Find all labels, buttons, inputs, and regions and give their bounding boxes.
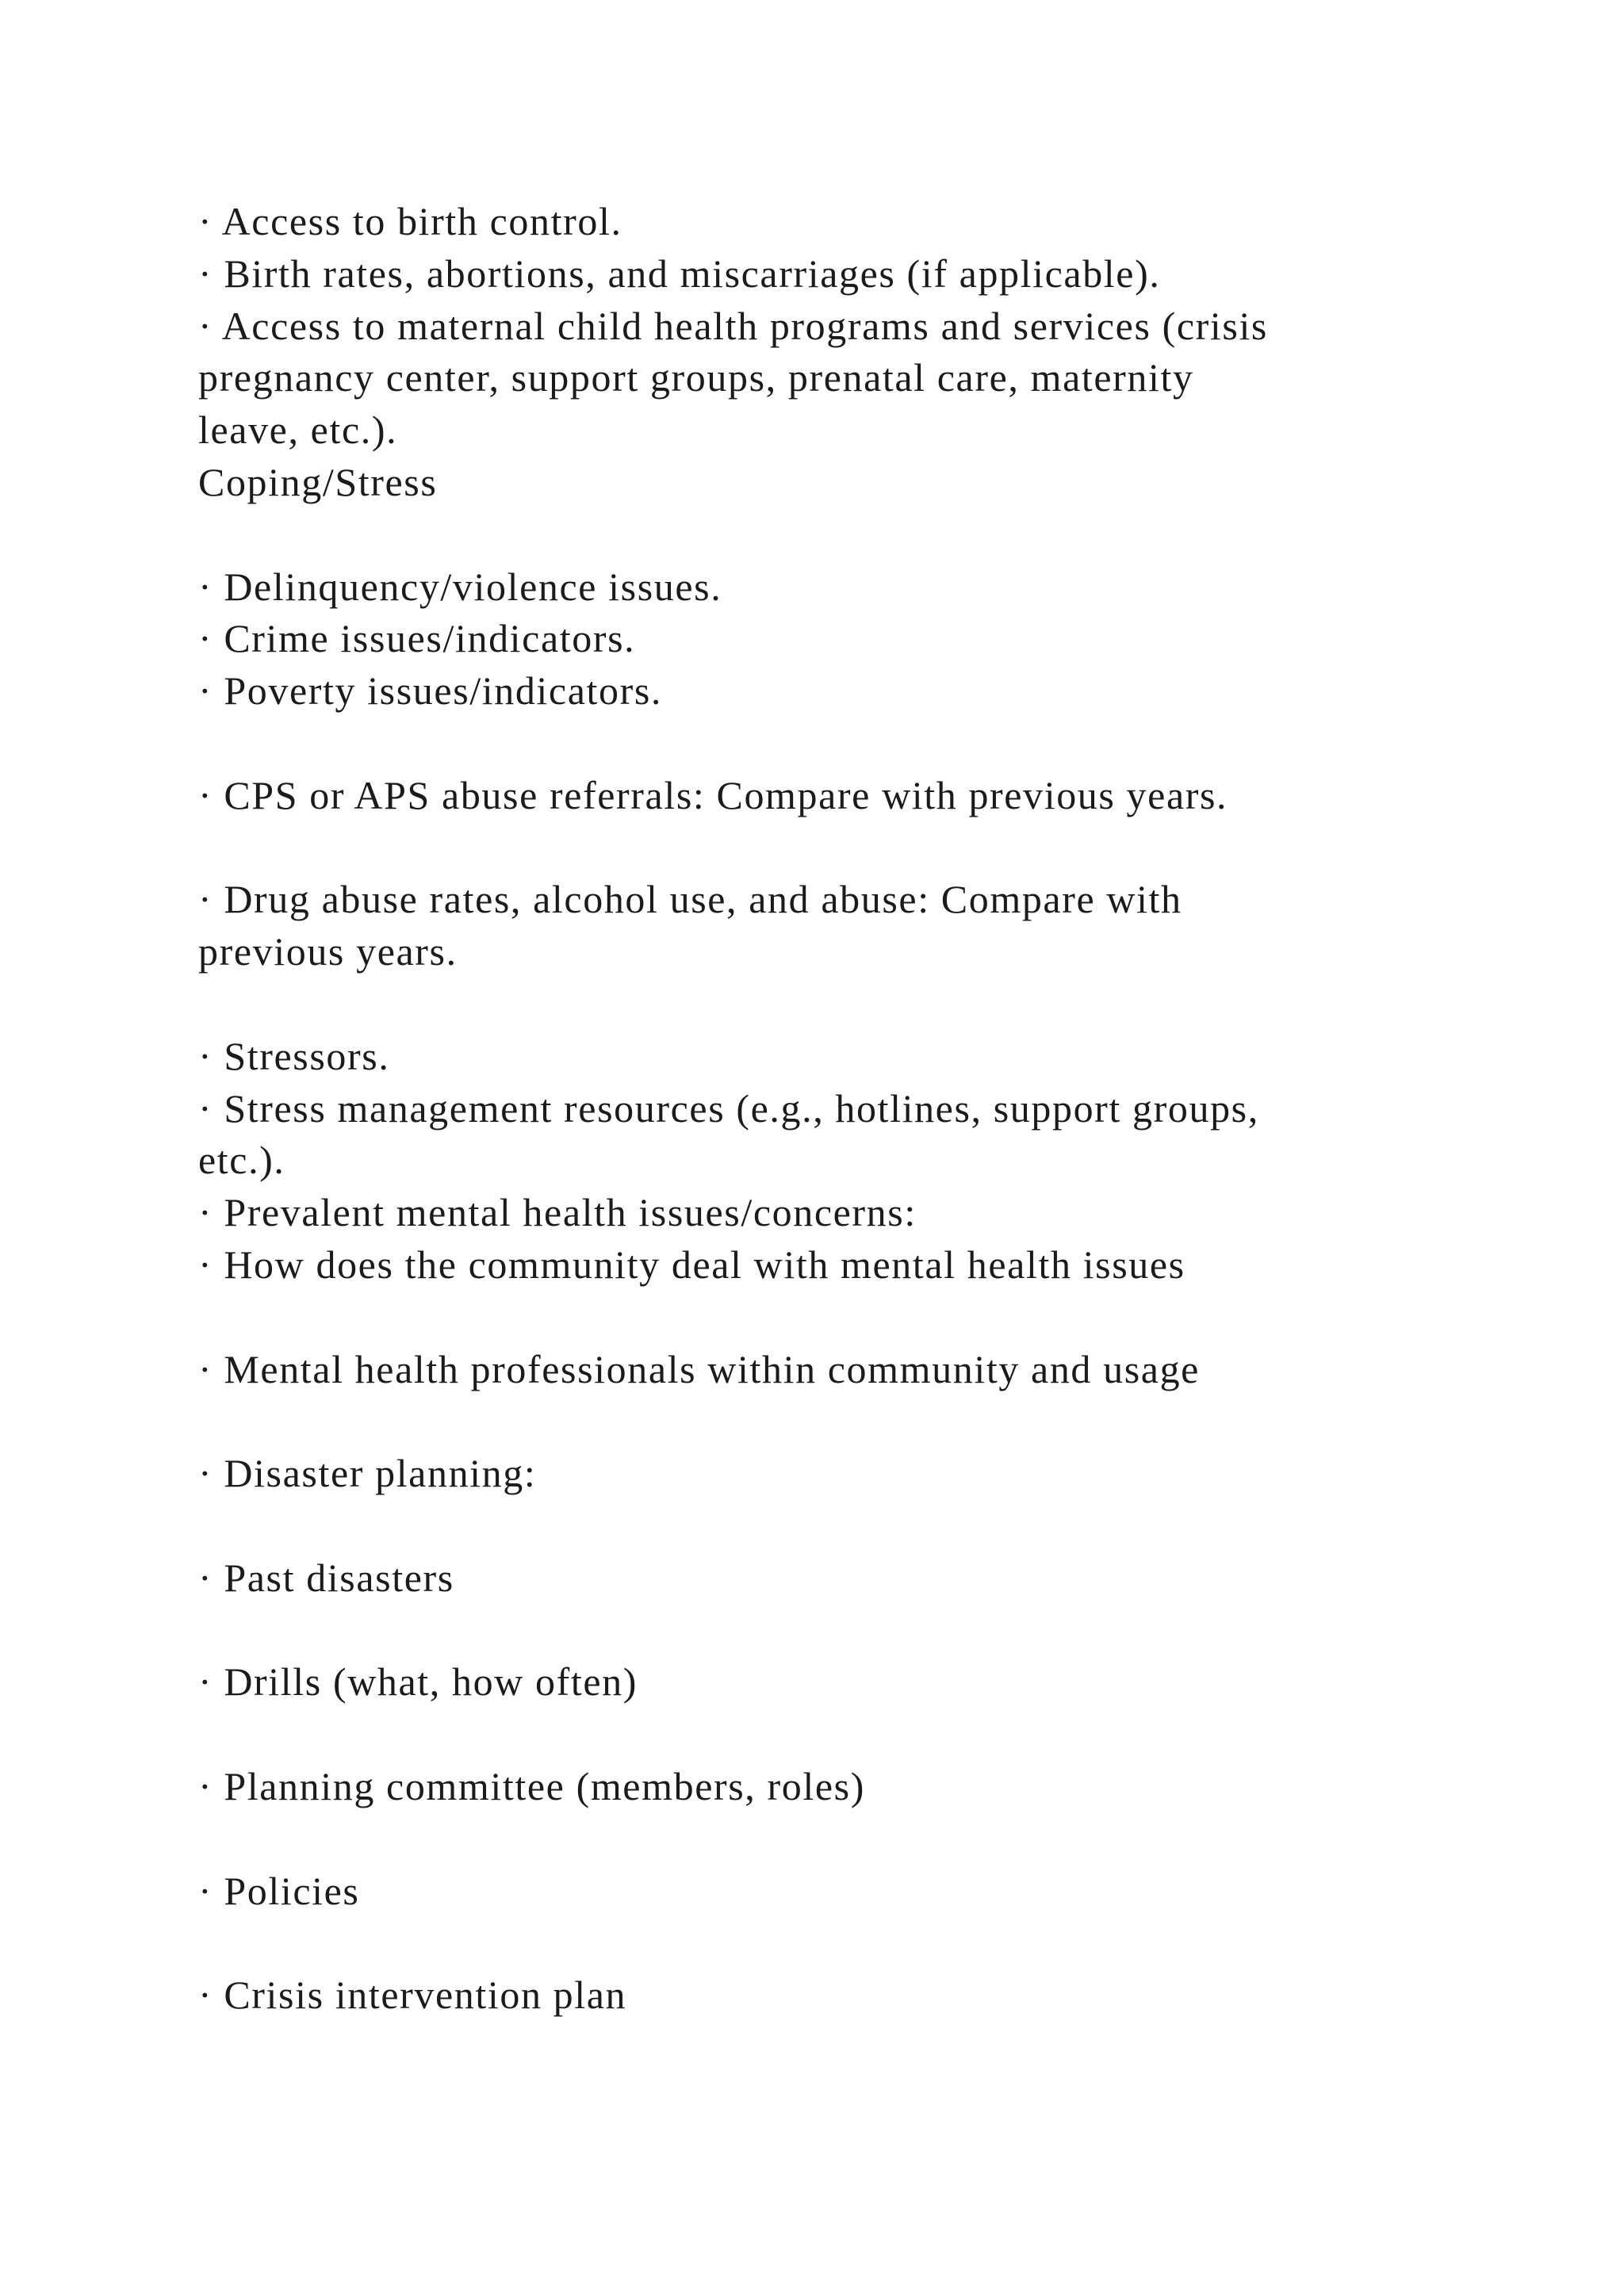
text-line: · Drug abuse rates, alcohol use, and abuse: Compare with	[198, 877, 1182, 922]
text-line: · Policies	[198, 1868, 360, 1913]
blank-line	[198, 1605, 1562, 1657]
text-line: etc.).	[198, 1138, 285, 1183]
blank-line	[198, 1292, 1562, 1344]
text-line: · CPS or APS abuse referrals: Compare with previous years.	[198, 772, 1228, 817]
blank-line	[198, 822, 1562, 874]
blank-line	[198, 509, 1562, 561]
text-line: · Mental health professionals within community and usage	[198, 1346, 1200, 1391]
blank-line	[198, 1395, 1562, 1448]
text-line: · Birth rates, abortions, and miscarriages (if applicable).	[198, 251, 1161, 296]
text-line: leave, etc.).	[198, 408, 398, 453]
text-line: · Stressors.	[198, 1033, 390, 1078]
text-line: · Delinquency/violence issues.	[198, 564, 722, 609]
text-line: · Drills (what, how often)	[198, 1659, 638, 1705]
blank-line	[198, 718, 1562, 770]
text-line: · Access to birth control.	[198, 199, 622, 243]
text-line: · Access to maternal child health programs and services (crisis	[198, 303, 1268, 348]
blank-line	[198, 1917, 1562, 1969]
text-line: · Crisis intervention plan	[198, 1973, 627, 2018]
blank-line	[198, 978, 1562, 1031]
blank-line	[198, 1709, 1562, 1761]
text-line: · Poverty issues/indicators.	[198, 668, 663, 714]
section-heading: Coping/Stress	[198, 459, 438, 504]
blank-line	[198, 1813, 1562, 1866]
text-line: · Crime issues/indicators.	[198, 616, 636, 661]
blank-line	[198, 1500, 1562, 1552]
text-line: pregnancy center, support groups, prenatal care, maternity	[198, 355, 1194, 400]
text-line: · How does the community deal with mental health issues	[198, 1242, 1185, 1287]
text-line: · Prevalent mental health issues/concerns:	[198, 1190, 917, 1235]
document-body	[198, 196, 1562, 2022]
text-line: · Stress management resources (e.g., hotlines, support groups,	[198, 1085, 1259, 1131]
text-line: previous years.	[198, 929, 458, 974]
text-line: · Disaster planning:	[198, 1451, 537, 1496]
text-line: · Planning committee (members, roles)	[198, 1763, 865, 1808]
text-line: · Past disasters	[198, 1555, 454, 1600]
